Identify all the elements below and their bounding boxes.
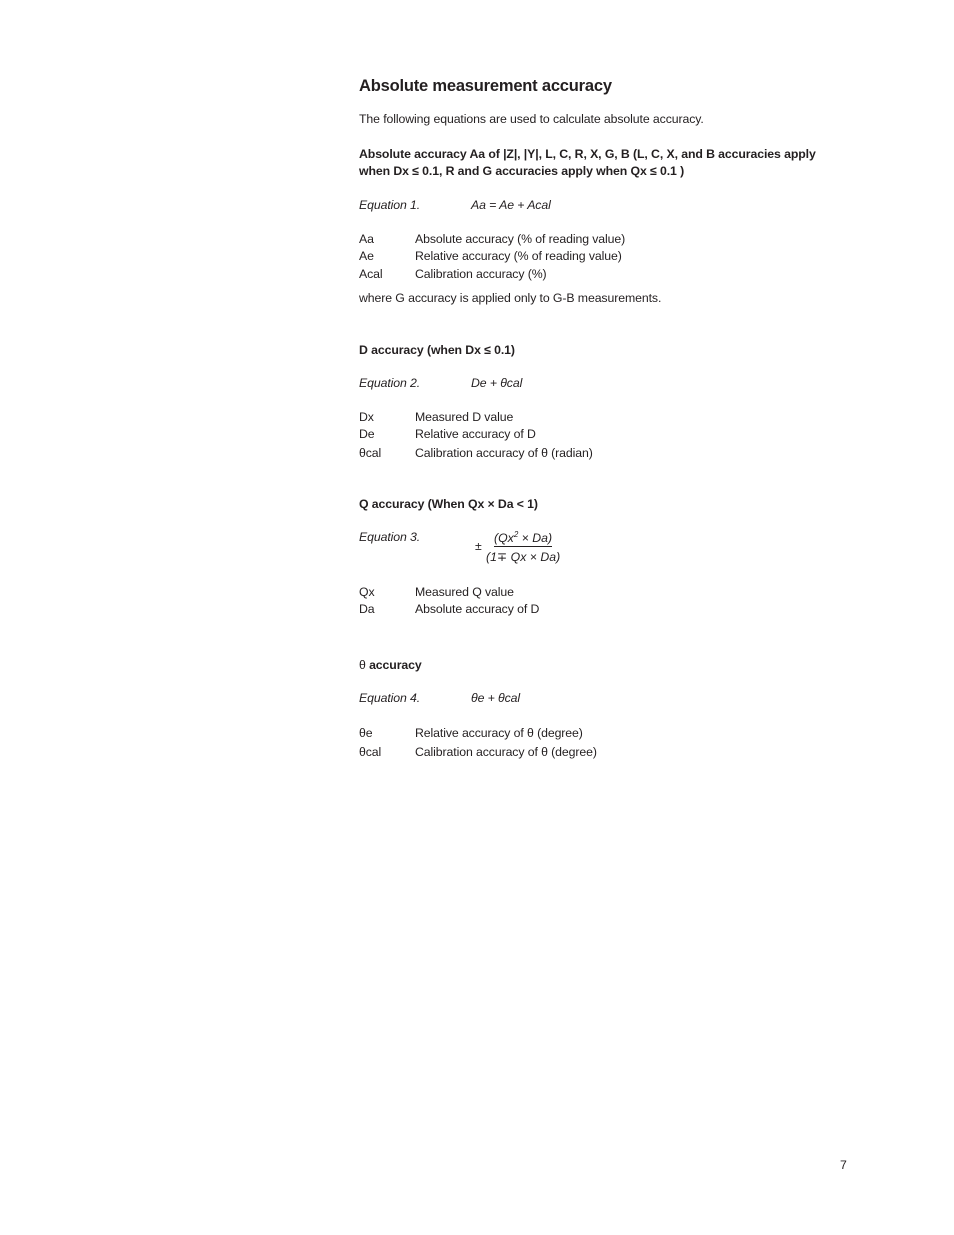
term-symbol: θcal (359, 745, 382, 759)
term-definition: Measured D value (415, 410, 514, 424)
term-definition: Relative accuracy of D (415, 427, 536, 441)
term-definition: Relative accuracy (% of reading value) (415, 249, 622, 263)
section-theta-heading (359, 658, 422, 672)
term-definition: Calibration accuracy (%) (415, 267, 547, 281)
section-aa-heading-line1: Absolute accuracy Aa of |Z|, |Y|, L, C, R, X, G, B (L, C, X, and B accuracies apply (359, 147, 816, 161)
term-symbol: θe (359, 726, 373, 740)
equation-3-fraction (474, 530, 569, 570)
term-definition: Calibration accuracy of θ (radian) (415, 446, 593, 460)
term-definition: Absolute accuracy of D (415, 602, 540, 616)
term-symbol: De (359, 427, 375, 441)
numerator-exponent: 2 (513, 530, 519, 539)
term-definition: Measured Q value (415, 585, 514, 599)
term-symbol: Dx (359, 410, 374, 424)
section-d-heading: D accuracy (when Dx ≤ 0.1) (359, 343, 515, 357)
equation-1: Aa = Ae + Acal (471, 198, 551, 212)
theta-heading-text: accuracy (365, 658, 422, 672)
term-definition: Absolute accuracy (% of reading value) (415, 232, 626, 246)
term-symbol: Acal (359, 267, 383, 281)
term-symbol: Aa (359, 232, 374, 246)
equation-2-label: Equation 2. (359, 376, 421, 390)
fraction-numerator (494, 530, 552, 547)
term-symbol: Qx (359, 585, 375, 599)
equation-4: θe + θcal (471, 691, 521, 705)
theta-symbol: θ (359, 658, 366, 672)
equation-3-label: Equation 3. (359, 530, 421, 544)
term-symbol: Ae (359, 249, 374, 263)
section-aa-note: where G accuracy is applied only to G-B measurements. (359, 291, 662, 305)
term-definition: Relative accuracy of θ (degree) (415, 726, 583, 740)
numerator-suffix: × Da) (518, 531, 553, 545)
equation-2: De + θcal (471, 376, 523, 390)
intro-text: The following equations are used to calculate absolute accuracy. (359, 112, 704, 126)
equation-4-label: Equation 4. (359, 691, 421, 705)
page-title: Absolute measurement accuracy (359, 77, 612, 95)
term-definition: Calibration accuracy of θ (degree) (415, 745, 597, 759)
equation-1-label: Equation 1. (359, 198, 421, 212)
term-symbol: θcal (359, 446, 382, 460)
fraction-denominator: (1∓ Qx × Da) (486, 550, 561, 564)
section-q-heading: Q accuracy (When Qx × Da < 1) (359, 497, 538, 511)
numerator-prefix: (Qx (494, 531, 514, 545)
page-number: 7 (840, 1158, 847, 1172)
section-aa-heading-line2: when Dx ≤ 0.1, R and G accuracies apply when Qx ≤ 0.1 ) (359, 164, 685, 178)
plus-minus-sign: ± (475, 539, 482, 553)
term-symbol: Da (359, 602, 375, 616)
